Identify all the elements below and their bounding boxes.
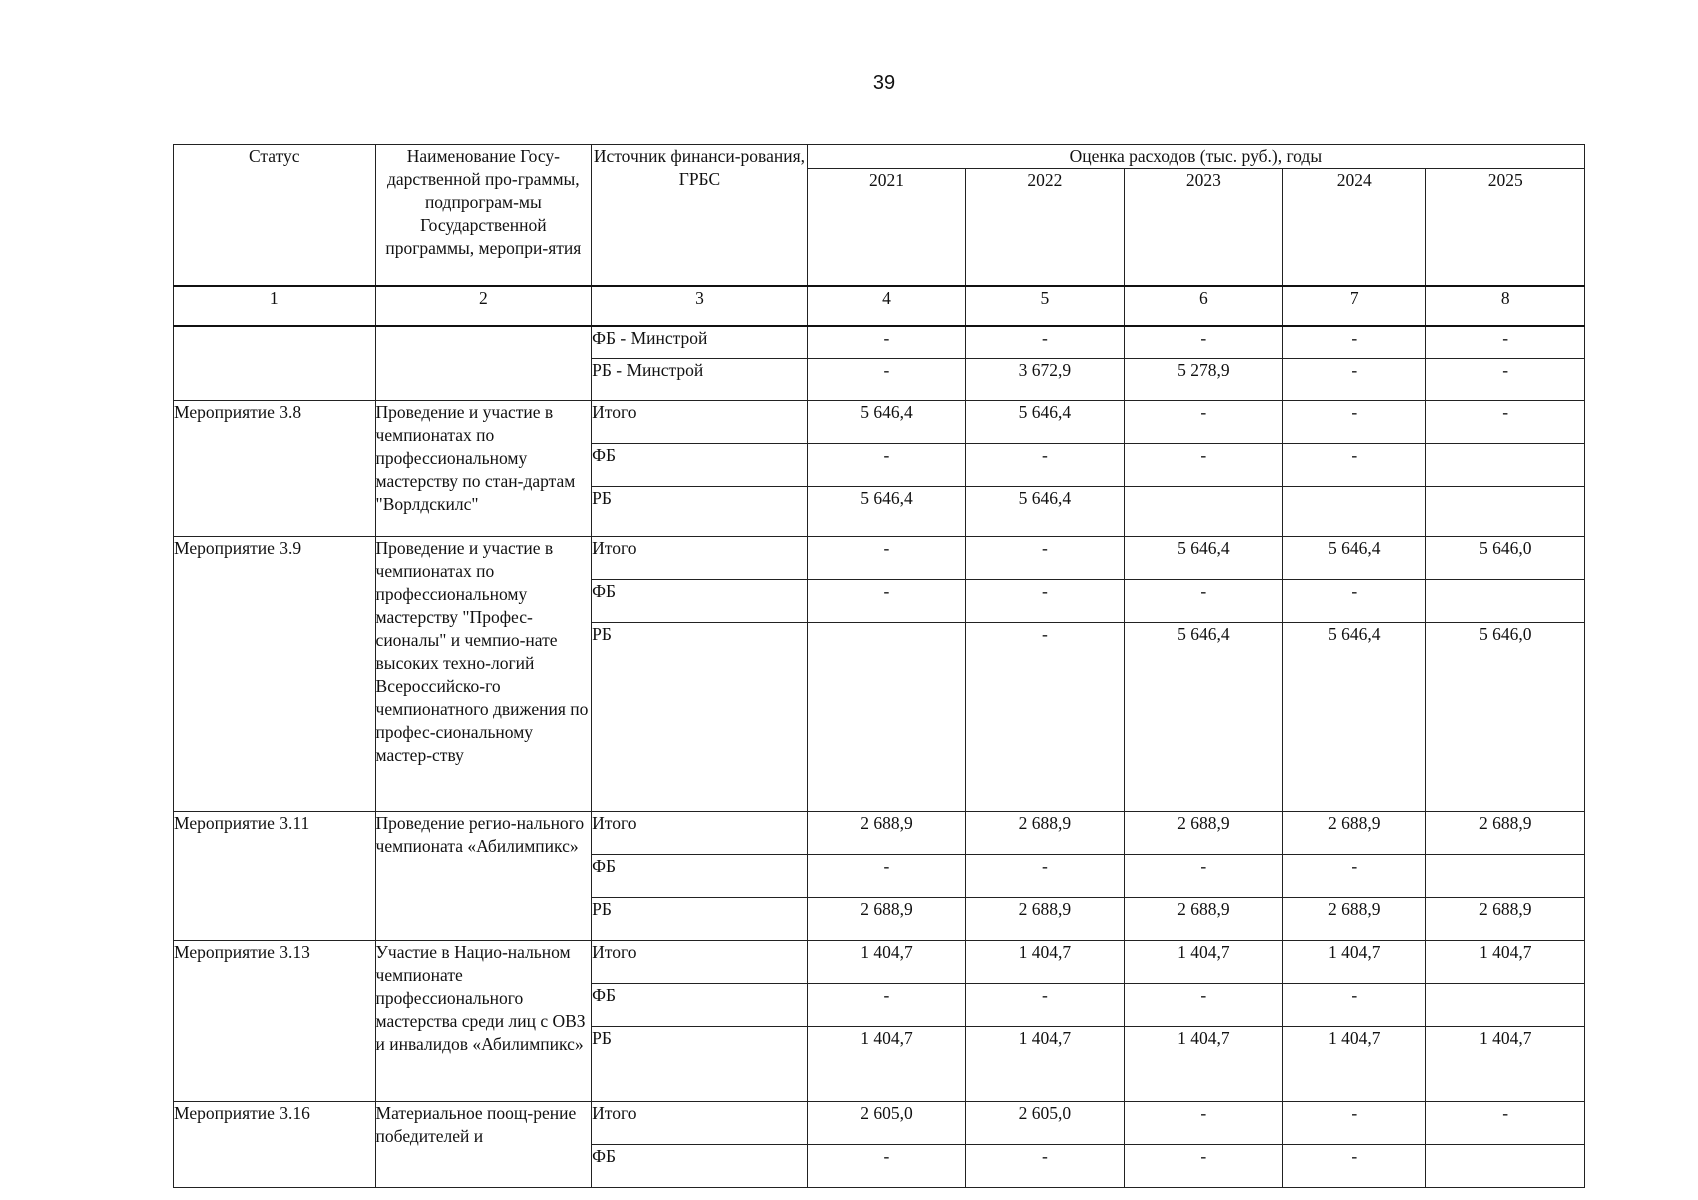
value-cell: - [966,855,1124,898]
value-cell: - [1124,580,1282,623]
value-cell: 5 646,4 [1124,537,1282,580]
value-cell: - [807,359,965,401]
value-cell: 2 688,9 [966,812,1124,855]
value-cell: - [966,444,1124,487]
value-cell: - [1426,359,1585,401]
value-cell: 5 646,4 [1283,537,1426,580]
row-source: Итого [592,401,808,444]
value-cell: 2 688,9 [966,898,1124,941]
value-cell: - [807,1145,965,1188]
value-cell [807,623,965,812]
value-cell: 5 646,4 [1283,623,1426,812]
row-name: Проведение и участие в чемпионатах по профессиональному мастерству по стан-дартам "Ворлдскилс" [375,401,592,537]
header-source: Источник финанси-рования, ГРБС [592,145,808,287]
table-row [174,941,1585,984]
value-cell: 2 688,9 [807,812,965,855]
value-cell: - [1124,401,1282,444]
header-year: 2021 [807,169,965,287]
header-name: Наименование Госу-дарственной про-граммы, подпрограм-мы Государственной программы, меропри-ятия [375,145,592,287]
table-row [174,401,1585,444]
value-cell: - [807,580,965,623]
value-cell: 5 646,0 [1426,623,1585,812]
header-year: 2024 [1283,169,1426,287]
value-cell: 1 404,7 [1283,1027,1426,1102]
column-number: 7 [1283,286,1426,326]
value-cell: - [966,537,1124,580]
value-cell [1426,580,1585,623]
value-cell [1426,487,1585,537]
table-row [174,812,1585,855]
value-cell: 2 688,9 [1124,898,1282,941]
row-source: РБ [592,898,808,941]
row-name [375,326,592,401]
value-cell: 2 688,9 [1283,898,1426,941]
row-source: РБ [592,1027,808,1102]
budget-table [173,144,1585,1188]
value-cell: - [1283,855,1426,898]
row-source: ФБ [592,444,808,487]
value-cell: 1 404,7 [807,1027,965,1102]
value-cell: 1 404,7 [1124,1027,1282,1102]
value-cell [1426,1145,1585,1188]
value-cell: 2 688,9 [1124,812,1282,855]
column-number: 4 [807,286,965,326]
column-number: 2 [375,286,592,326]
value-cell: - [1283,359,1426,401]
header-expenses: Оценка расходов (тыс. руб.), годы [807,145,1584,169]
row-source: ФБ [592,580,808,623]
value-cell: - [807,537,965,580]
value-cell: 5 646,0 [1426,537,1585,580]
value-cell: 2 605,0 [966,1102,1124,1145]
value-cell: 5 646,4 [1124,623,1282,812]
value-cell: - [1124,326,1282,359]
row-source: РБ [592,623,808,812]
value-cell: 2 688,9 [1283,812,1426,855]
row-source: Итого [592,537,808,580]
value-cell: 1 404,7 [1283,941,1426,984]
value-cell: - [966,1145,1124,1188]
value-cell: - [1426,1102,1585,1145]
value-cell: - [966,984,1124,1027]
value-cell: 2 605,0 [807,1102,965,1145]
value-cell: - [1283,984,1426,1027]
header-year: 2023 [1124,169,1282,287]
value-cell: - [1283,1145,1426,1188]
row-source: ФБ [592,984,808,1027]
value-cell: 2 688,9 [1426,898,1585,941]
column-number: 6 [1124,286,1282,326]
row-source: РБ [592,487,808,537]
row-source: ФБ [592,1145,808,1188]
row-status [174,326,376,401]
row-status: Мероприятие 3.9 [174,537,376,812]
row-source: ФБ [592,855,808,898]
header-year: 2025 [1426,169,1585,287]
page-number: 39 [872,72,896,94]
value-cell: - [1283,401,1426,444]
value-cell: - [1124,984,1282,1027]
value-cell: 5 646,4 [807,487,965,537]
value-cell: - [807,444,965,487]
value-cell: - [966,326,1124,359]
value-cell [1426,984,1585,1027]
row-source: Итого [592,941,808,984]
row-name: Проведение регио-нального чемпионата «Абилимпикс» [375,812,592,941]
table-row [174,326,1585,359]
value-cell: - [1426,401,1585,444]
column-number: 1 [174,286,376,326]
value-cell: 1 404,7 [807,941,965,984]
row-source: РБ - Минстрой [592,359,808,401]
column-number: 3 [592,286,808,326]
value-cell: 5 646,4 [807,401,965,444]
row-name: Участие в Нацио-нальном чемпионате профессионального мастерства среди лиц с ОВЗ и инвалидов «Абилимпикс» [375,941,592,1102]
table-row [174,1102,1585,1145]
value-cell: 1 404,7 [1426,1027,1585,1102]
value-cell: - [966,623,1124,812]
value-cell: - [1124,1145,1282,1188]
value-cell: 1 404,7 [1124,941,1282,984]
value-cell [1426,855,1585,898]
value-cell: 1 404,7 [966,1027,1124,1102]
row-status: Мероприятие 3.16 [174,1102,376,1188]
column-number: 5 [966,286,1124,326]
value-cell: - [1124,1102,1282,1145]
value-cell: 2 688,9 [1426,812,1585,855]
value-cell: 5 646,4 [966,487,1124,537]
value-cell: - [1426,326,1585,359]
row-source: Итого [592,812,808,855]
column-number: 8 [1426,286,1585,326]
value-cell: - [966,580,1124,623]
value-cell: 3 672,9 [966,359,1124,401]
value-cell: 1 404,7 [1426,941,1585,984]
value-cell: - [807,984,965,1027]
value-cell: - [1283,580,1426,623]
header-year: 2022 [966,169,1124,287]
value-cell: 5 646,4 [966,401,1124,444]
value-cell: 1 404,7 [966,941,1124,984]
value-cell: - [1283,444,1426,487]
value-cell: - [1124,855,1282,898]
value-cell: - [807,855,965,898]
row-source: ФБ - Минстрой [592,326,808,359]
value-cell: - [1283,326,1426,359]
value-cell: - [1124,444,1282,487]
row-status: Мероприятие 3.8 [174,401,376,537]
value-cell [1426,444,1585,487]
value-cell: - [807,326,965,359]
row-name: Проведение и участие в чемпионатах по профессиональному мастерству "Профес-сионалы" и чемпио-нате высоких техно-логий Всероссийско-го чемпионатного движения по профес-сиональному мастер-ству [375,537,592,812]
row-source: Итого [592,1102,808,1145]
value-cell [1124,487,1282,537]
header-status: Статус [174,145,376,287]
row-name: Материальное поощ-рение победителей и [375,1102,592,1188]
row-status: Мероприятие 3.13 [174,941,376,1102]
value-cell: - [1283,1102,1426,1145]
value-cell: 2 688,9 [807,898,965,941]
row-status: Мероприятие 3.11 [174,812,376,941]
table-row [174,537,1585,580]
value-cell [1283,487,1426,537]
value-cell: 5 278,9 [1124,359,1282,401]
